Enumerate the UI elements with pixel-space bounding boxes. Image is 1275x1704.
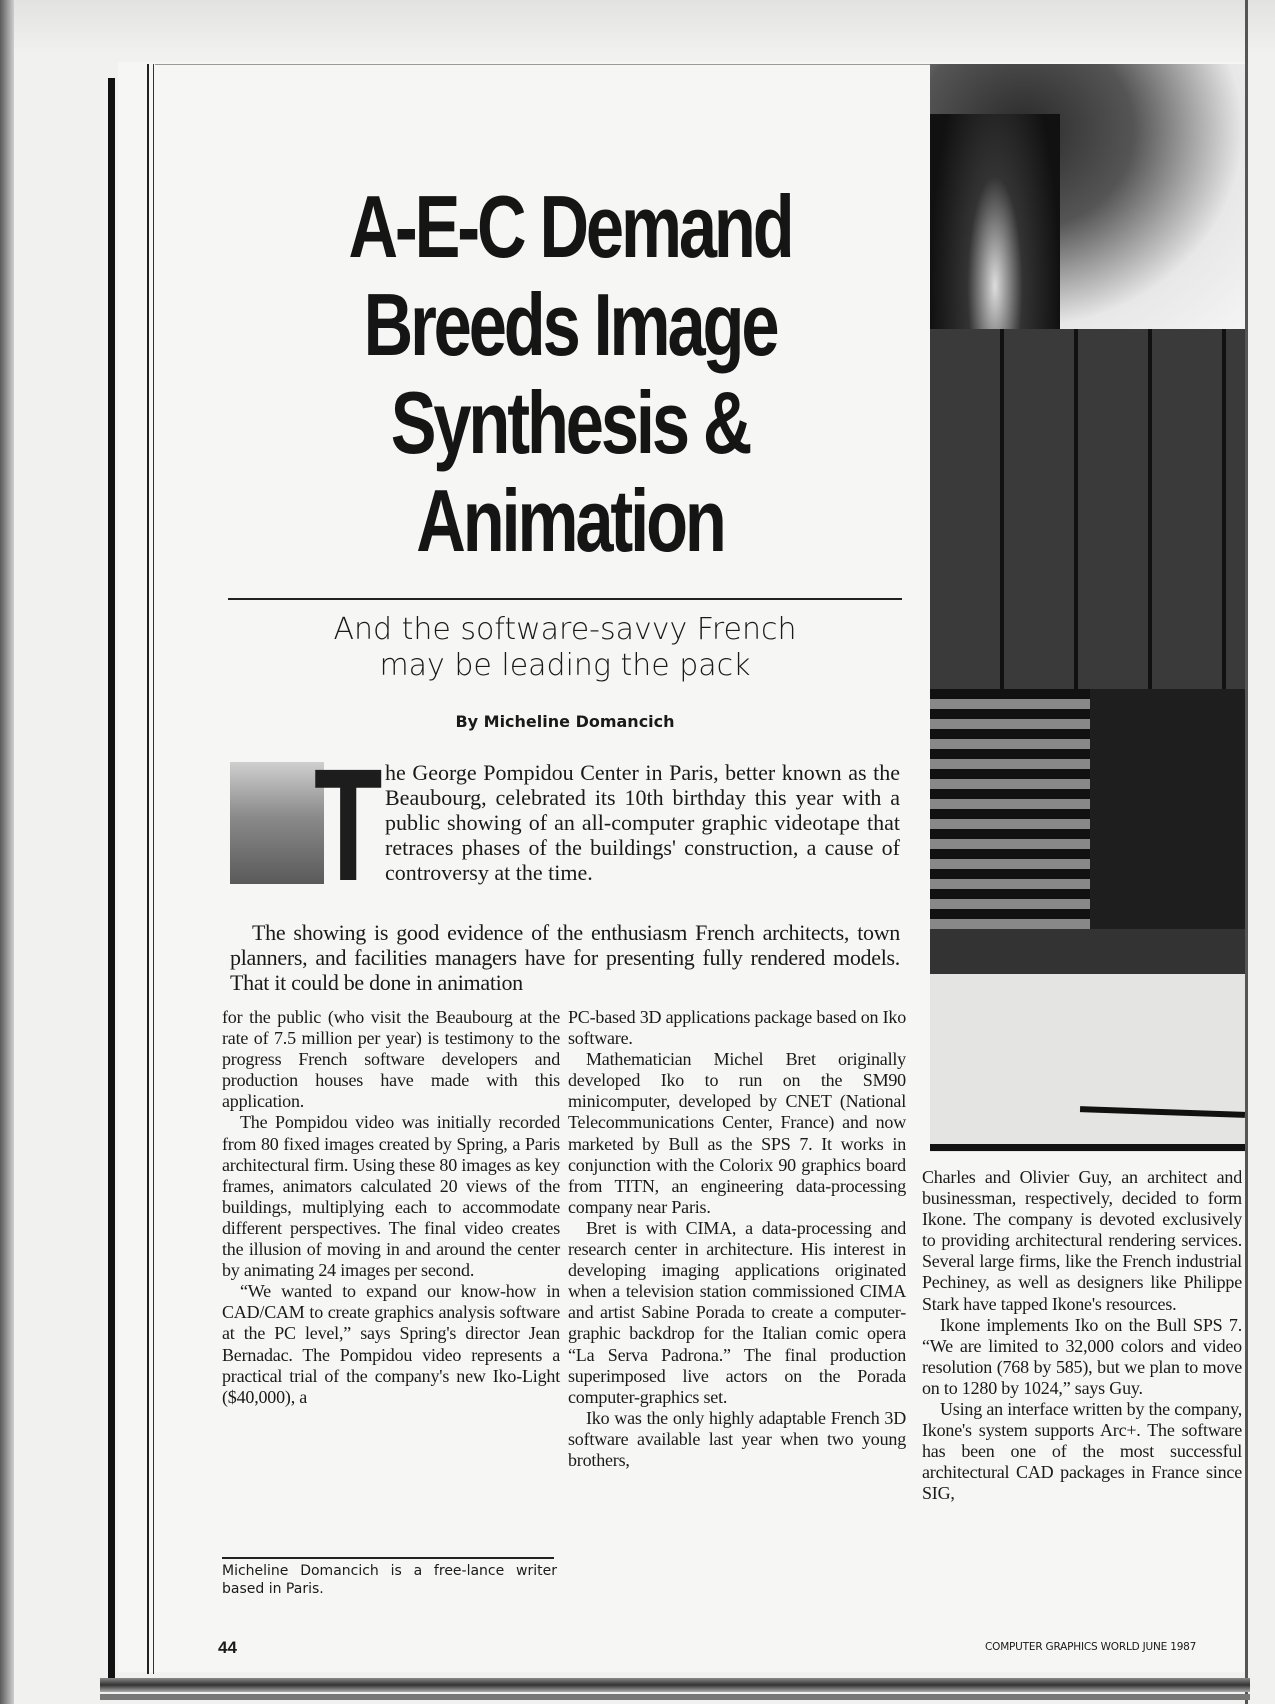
- stacked-pages-edge: [100, 1678, 1250, 1692]
- photo-slats: [930, 689, 1090, 929]
- building-photo: [930, 64, 1245, 1152]
- paragraph: Ikone implements Iko on the Bull SPS 7. “We are limited to 32,000 colors and video resolution (768 by 585), but we plan to move on to 1280 by 1024,” says Guy.: [922, 1314, 1242, 1398]
- article-title: [305, 178, 835, 570]
- title-divider: [228, 598, 902, 600]
- paragraph: Iko was the only highly adaptable French 3D software available last year when two young brothers,: [568, 1407, 906, 1470]
- paragraph: “We wanted to expand our know-how in CAD/CAM to create graphics analysis software at the PC level,” says Spring's director Jean Bernadac. The Pompidou video represents a practical trial of the company's new Iko-Light ($40,000), a: [222, 1281, 560, 1407]
- page-edge-rule: [147, 64, 149, 1674]
- title-line: A-E-C Demand: [348, 177, 792, 276]
- scan-shadow-left: [0, 0, 14, 1704]
- byline: By Micheline Domancich: [455, 712, 675, 731]
- scan-shadow-top: [0, 0, 1275, 55]
- body-column-2: [568, 1007, 906, 1471]
- dropcap-background-image: [230, 762, 324, 884]
- article-subtitle: [228, 612, 902, 684]
- title-line: Breeds Image: [363, 275, 777, 374]
- paragraph: Charles and Olivier Guy, an architect and businessman, respectively, decided to form Ikone. The company is devoted exclusively to providing architectural rendering services. Several large firms, like the French industrial Pechiney, as well as designers like Philippe Stark have tapped Ikone's resources.: [922, 1167, 1242, 1314]
- body-column-3: [922, 1167, 1242, 1505]
- page-edge-rule: [108, 78, 115, 1688]
- running-footer: COMPUTER GRAPHICS WORLD JUNE 1987: [985, 1641, 1197, 1653]
- paragraph: Using an interface written by the company, Ikone's system supports Arc+. The software has been one of the most successful architectural CAD packages in France since SIG,: [922, 1399, 1242, 1504]
- page-number: 44: [218, 1638, 237, 1657]
- body-column-1: [222, 1007, 560, 1408]
- paragraph: Mathematician Michel Bret originally developed Iko to run on the SM90 minicomputer, developed by CNET (National Telecommunications Center, France) and now marketed by Bull as the SPS 7. It works in conjunction with the Colorix 90 graphics board from TITN, an engineering data-processing company near Paris.: [568, 1049, 906, 1217]
- footnote-divider: [222, 1557, 554, 1559]
- paragraph: The Pompidou video was initially recorded from 80 fixed images created by Spring, a Paris architectural firm. Using these 80 images as key frames, animators calculated 20 views of the buildings, multiplying each to accommodate different perspectives. The final video creates the illusion of moving in and around the center by animating 24 images per second.: [222, 1112, 560, 1281]
- page-right-edge: [1245, 0, 1248, 1704]
- photo-ground: [930, 974, 1245, 1152]
- subtitle-line: And the software-savvy French: [333, 612, 797, 647]
- title-line: Animation: [416, 471, 724, 570]
- lead-paragraph: he George Pompidou Center in Paris, better known as the Beaubourg, celebrated its 10th birthday this year with a public showing of an all-computer graphic videotape that retraces phases of the buildings' construction, a cause of controversy at the time.: [385, 760, 900, 885]
- photo-building-facade: [930, 329, 1245, 689]
- paragraph: Bret is with CIMA, a data-processing and research center in architecture. His interest in developing imaging applications originated when a television station commissioned CIMA and artist Sabine Porada to create a computer-graphic backdrop for the Italian comic opera “La Serva Padrona.” The final production superimposed live actors on the Porada computer-graphics set.: [568, 1217, 906, 1407]
- photo-trees: [1090, 689, 1245, 929]
- page-edge-rule: [153, 64, 154, 1674]
- photo-rail: [930, 1144, 1245, 1151]
- second-paragraph: The showing is good evidence of the enthusiasm French architects, town planners, and facilities managers have for presenting fully rendered models. That it could be done in animation: [230, 920, 900, 995]
- stacked-pages-edge: [100, 1694, 1250, 1700]
- page-top-edge: [155, 64, 935, 65]
- title-line: Synthesis &: [390, 373, 750, 472]
- photo-hedge: [930, 929, 1245, 974]
- drop-cap: T: [314, 735, 383, 914]
- paragraph: for the public (who visit the Beaubourg at the rate of 7.5 million per year) is testimony to the progress French software developers and production houses have made with this application.: [222, 1007, 560, 1112]
- author-note: Micheline Domancich is a free-lance writer based in Paris.: [222, 1563, 557, 1597]
- subtitle-line: may be leading the pack: [379, 648, 751, 683]
- paragraph: PC-based 3D applications package based on Iko software.: [568, 1007, 906, 1049]
